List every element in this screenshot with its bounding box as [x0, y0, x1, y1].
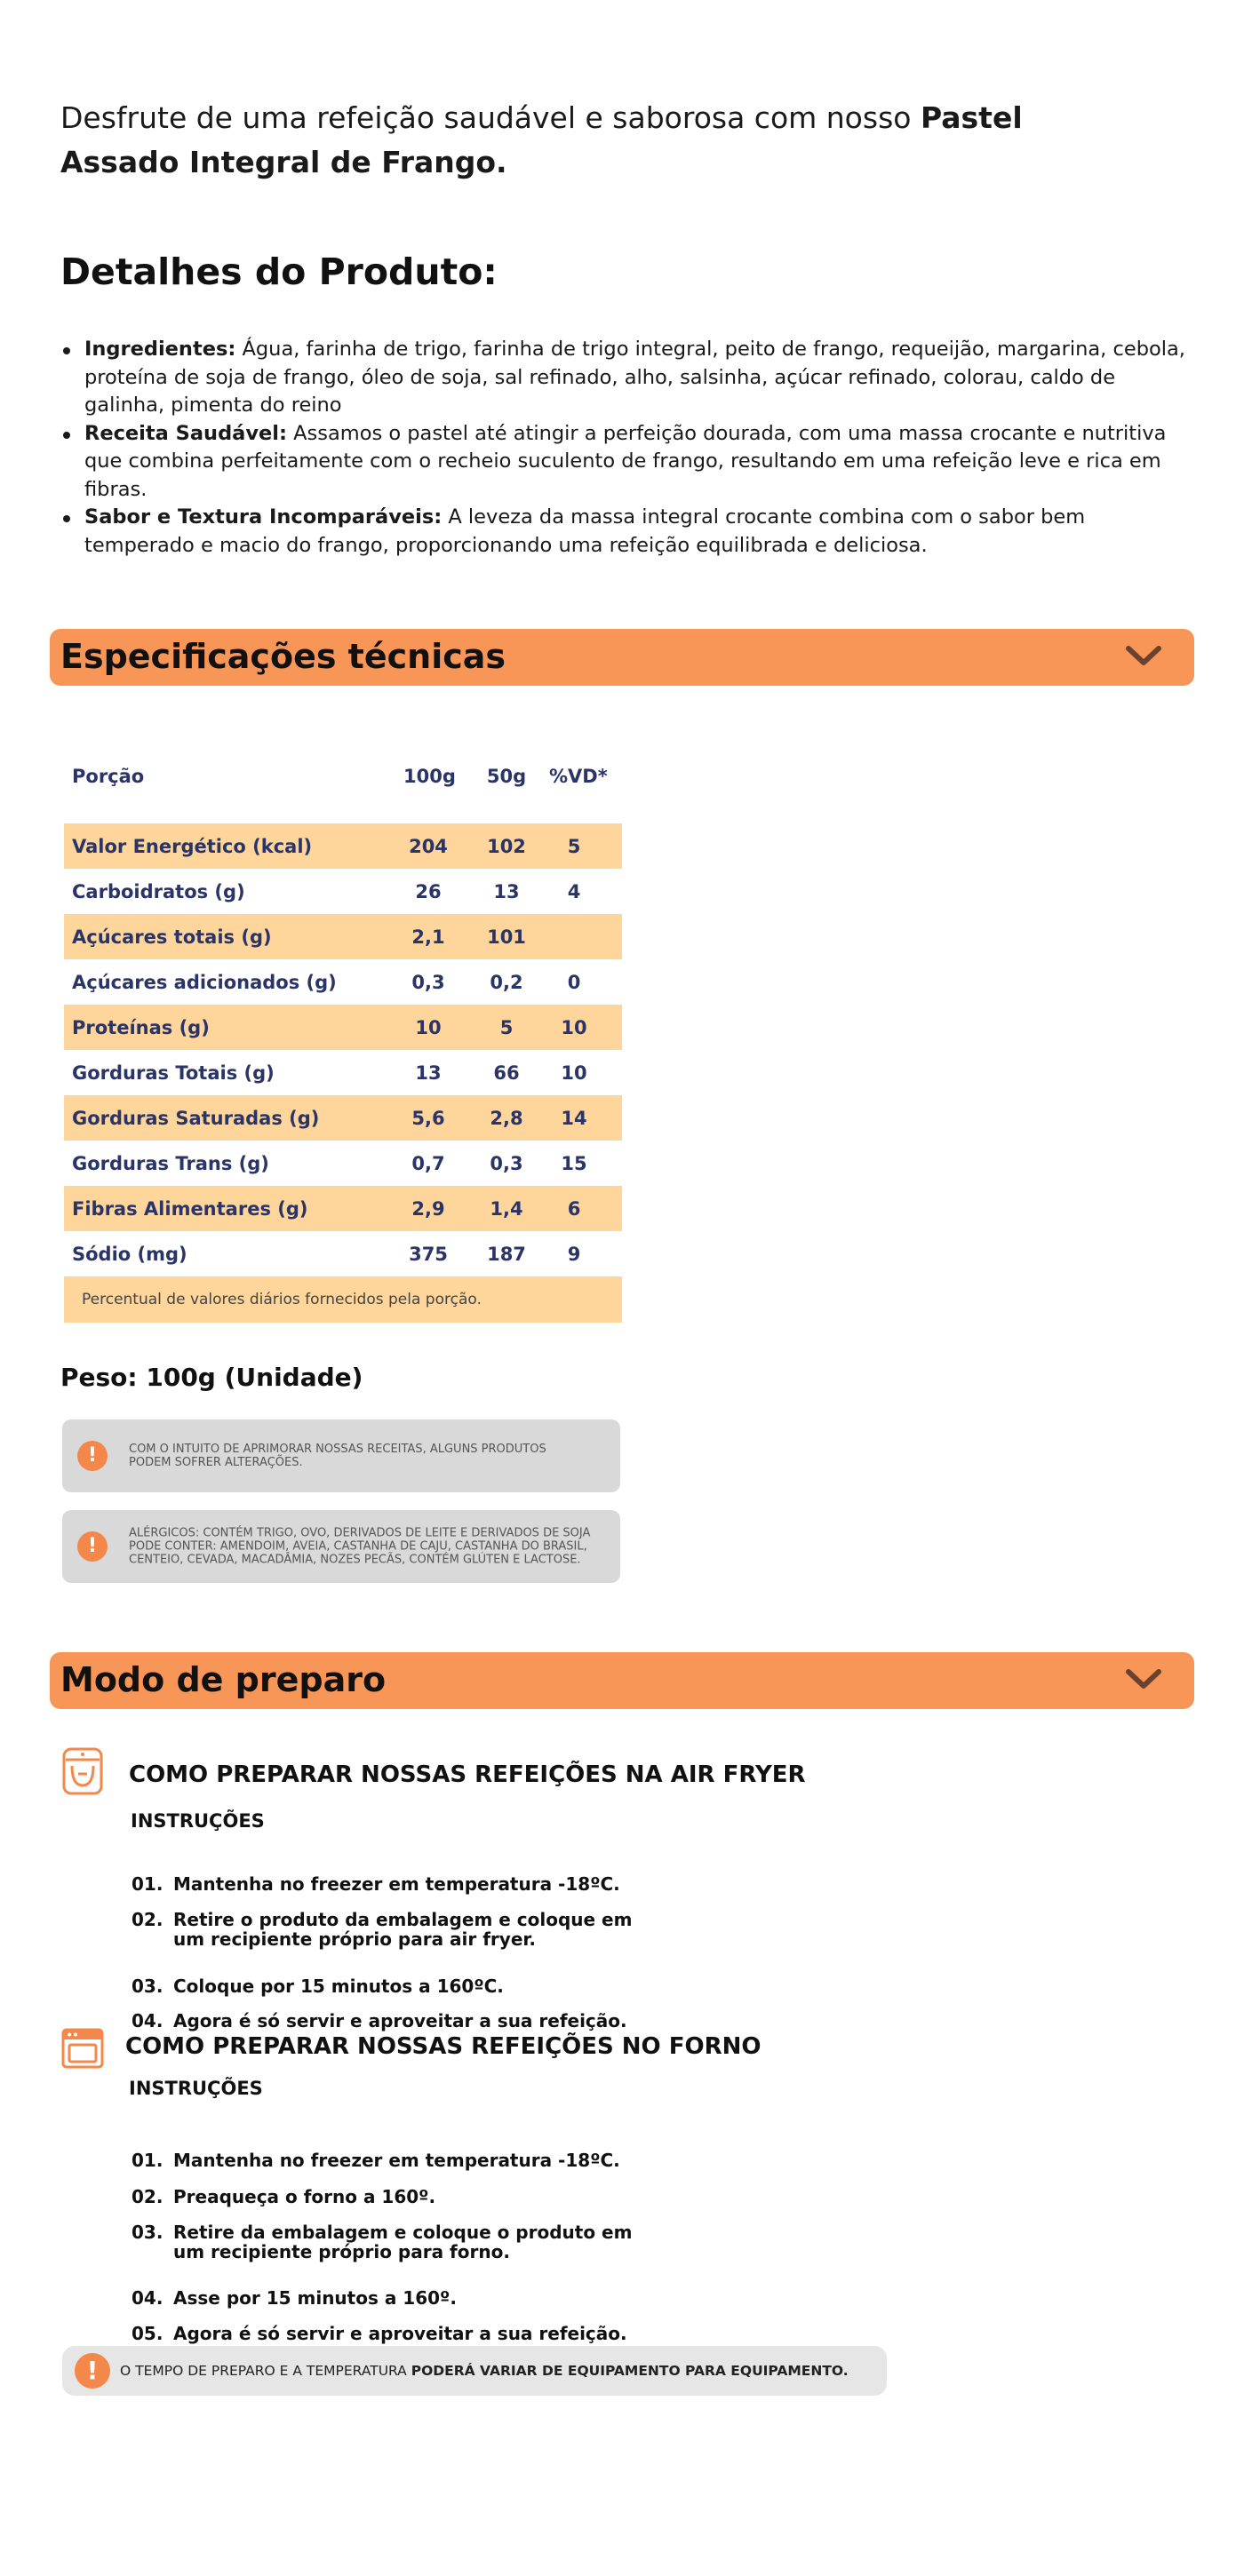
- oven-icon: [60, 2026, 105, 2071]
- prep-time-notice: [62, 2346, 887, 2396]
- table-cell: 14: [561, 1107, 587, 1129]
- details-item-recipe: [60, 420, 1189, 505]
- table-cell: Gorduras Trans (g): [72, 1152, 269, 1174]
- table-cell: Sódio (mg): [72, 1243, 187, 1265]
- specs-title: Especificações técnicas: [60, 637, 506, 676]
- table-cell: 1,4: [490, 1197, 523, 1220]
- table-cell: 5: [499, 1016, 514, 1038]
- step-text: Mantenha no freezer em temperatura -18ºC.: [173, 1873, 620, 1895]
- preparo-title: Modo de preparo: [60, 1660, 387, 1699]
- specs-accordion-header[interactable]: [50, 629, 1194, 686]
- details-title: Detalhes do Produto:: [60, 250, 498, 293]
- step-number: 03.: [132, 2222, 163, 2243]
- notice-text: ALÉRGICOS: CONTÉM TRIGO, OVO, DERIVADOS DE LEITE E DERIVADOS DE SOJA PODE CONTER: AMENDOIM, AVEIA, CASTANHA DE CAJU, CASTANHA DO BRASIL, CENTEIO, CEVADA, MACADÂMIA, NOZES PECÃS, CONTÉM GLÚTEN E LACTOSE.: [129, 1526, 591, 1567]
- table-cell: Fibras Alimentares (g): [72, 1197, 308, 1220]
- prep-time-notice-bold: PODERÁ VARIAR DE EQUIPAMENTO PARA EQUIPAMENTO.: [411, 2363, 849, 2379]
- table-row: [64, 1095, 622, 1141]
- details-item-text: A leveza da massa integral crocante combina com o sabor bem temperado e macio do frango, proporcionando uma refeição equilibrada e deliciosa.: [84, 505, 1086, 557]
- step-text: Mantenha no freezer em temperatura -18ºC.: [173, 2150, 620, 2171]
- table-cell: 0,3: [411, 971, 445, 993]
- table-cell: 102: [487, 835, 526, 857]
- table-row: [64, 1231, 622, 1276]
- step-text: Agora é só servir e aproveitar a sua refeição.: [173, 2323, 627, 2344]
- prep-time-notice-regular: O TEMPO DE PREPARO E A TEMPERATURA: [120, 2363, 411, 2379]
- airfryer-instructions-label: INSTRUÇÕES: [131, 1810, 265, 1832]
- step-number: 02.: [132, 1909, 163, 1930]
- details-list: [60, 336, 1189, 560]
- exclamation-icon: !: [75, 2353, 110, 2389]
- oven-title: COMO PREPARAR NOSSAS REFEIÇÕES NO FORNO: [125, 2033, 762, 2060]
- details-item-text: Água, farinha de trigo, farinha de trigo integral, peito de frango, requeijão, margarina, cebola, proteína de soja de frango, óleo de soja, sal refinado, alho, salsinha, açúcar refinado, colorau, caldo de galinha, pimenta do reino: [84, 338, 1185, 417]
- airfryer-title: COMO PREPARAR NOSSAS REFEIÇÕES NA AIR FRYER: [129, 1761, 806, 1788]
- step-text: Preaqueça o forno a 160º.: [173, 2186, 436, 2207]
- table-cell: 187: [487, 1243, 526, 1265]
- table-cell: 13: [415, 1061, 442, 1084]
- notice-recipes: [62, 1419, 620, 1492]
- table-row: [64, 1050, 622, 1095]
- prep-time-notice-text: [120, 2363, 849, 2379]
- step-text: Asse por 15 minutos a 160º.: [173, 2287, 457, 2309]
- nutrition-table: [64, 744, 622, 1323]
- table-cell: 0,2: [490, 971, 523, 993]
- table-cell: 101: [487, 926, 526, 948]
- table-cell: 2,9: [411, 1197, 445, 1220]
- table-cell: 4: [567, 880, 581, 902]
- intro-product-name: Pastel Assado Integral de Frango.: [60, 100, 1023, 179]
- details-item-flavor: [60, 504, 1189, 560]
- table-cell: Valor Energético (kcal): [72, 835, 313, 857]
- table-cell: 10: [561, 1016, 587, 1038]
- step-number: 01.: [132, 1873, 163, 1895]
- table-cell: 0,7: [411, 1152, 445, 1174]
- intro-text: [60, 96, 1056, 185]
- table-row: [64, 1141, 622, 1186]
- table-row: [64, 823, 622, 869]
- table-cell: 375: [409, 1243, 448, 1265]
- table-cell: 66: [493, 1061, 520, 1084]
- table-cell: 10: [561, 1061, 587, 1084]
- table-row: [64, 1186, 622, 1231]
- details-item-label: Receita Saudável:: [84, 421, 287, 445]
- details-item-label: Ingredientes:: [84, 338, 236, 361]
- table-cell: Açúcares adicionados (g): [72, 971, 337, 993]
- table-header-cell: %VD*: [549, 766, 608, 787]
- notice-text: COM O INTUITO DE APRIMORAR NOSSAS RECEITAS, ALGUNS PRODUTOS PODEM SOFRER ALTERAÇÕES.: [129, 1443, 546, 1469]
- table-cell: 5: [567, 835, 581, 857]
- weight-label: Peso: 100g (Unidade): [60, 1363, 363, 1392]
- step-number: 04.: [132, 2010, 163, 2031]
- table-cell: 10: [415, 1016, 442, 1038]
- table-cell: 2,8: [490, 1107, 523, 1129]
- step-text: Retire da embalagem e coloque o produto em um recipiente próprio para forno.: [173, 2222, 633, 2262]
- table-header-cell: Porção: [72, 766, 145, 787]
- table-cell: 204: [409, 835, 448, 857]
- table-row: [64, 869, 622, 914]
- table-cell: Proteínas (g): [72, 1016, 210, 1038]
- table-cell: 0: [567, 971, 581, 993]
- chevron-down-icon[interactable]: [1125, 643, 1162, 670]
- step-number: 02.: [132, 2186, 163, 2207]
- table-header-cell: 50g: [486, 766, 527, 787]
- table-cell: 15: [561, 1152, 587, 1174]
- step-number: 01.: [132, 2150, 163, 2171]
- table-cell: Açúcares totais (g): [72, 926, 272, 948]
- table-cell: Gorduras Saturadas (g): [72, 1107, 320, 1129]
- table-cell: 5,6: [411, 1107, 445, 1129]
- table-footnote: [64, 1276, 622, 1323]
- exclamation-icon: !: [77, 1441, 108, 1471]
- step-text: Retire o produto da embalagem e coloque em um recipiente próprio para air fryer.: [173, 1909, 633, 1950]
- step-number: 05.: [132, 2323, 163, 2344]
- preparo-accordion-header[interactable]: [50, 1652, 1194, 1709]
- oven-instructions-label: INSTRUÇÕES: [129, 2078, 263, 2099]
- details-item-ingredients: [60, 336, 1189, 420]
- table-cell: 9: [567, 1243, 581, 1265]
- table-cell: 6: [567, 1197, 581, 1220]
- table-cell: 13: [493, 880, 520, 902]
- table-row: [64, 914, 622, 959]
- table-row: [64, 959, 622, 1005]
- step-text: Agora é só servir e aproveitar a sua refeição.: [173, 2010, 627, 2031]
- table-cell: 0,3: [490, 1152, 523, 1174]
- notice-allergens: [62, 1510, 620, 1583]
- table-header-cell: 100g: [403, 766, 456, 787]
- exclamation-icon: !: [77, 1531, 108, 1562]
- step-number: 03.: [132, 1976, 163, 1997]
- table-cell: 26: [415, 880, 442, 902]
- step-text: Coloque por 15 minutos a 160ºC.: [173, 1976, 504, 1997]
- details-item-label: Sabor e Textura Incomparáveis:: [84, 505, 443, 529]
- table-cell: 2,1: [411, 926, 445, 948]
- air-fryer-icon: [60, 1746, 105, 1796]
- step-number: 04.: [132, 2287, 163, 2309]
- table-cell: Carboidratos (g): [72, 880, 245, 902]
- table-row: [64, 1005, 622, 1050]
- table-cell: Gorduras Totais (g): [72, 1061, 275, 1084]
- chevron-down-icon[interactable]: [1125, 1666, 1162, 1693]
- intro-regular: Desfrute de uma refeição saudável e saborosa com nosso: [60, 100, 921, 135]
- details-item-text: Assamos o pastel até atingir a perfeição dourada, com uma massa crocante e nutritiva que combina perfeitamente com o recheio suculento de frango, resultando em uma refeição leve e rica em fibras.: [84, 421, 1167, 501]
- table-footnote-text: Percentual de valores diários fornecidos pela porção.: [82, 1291, 482, 1308]
- table-header-row: [64, 744, 622, 808]
